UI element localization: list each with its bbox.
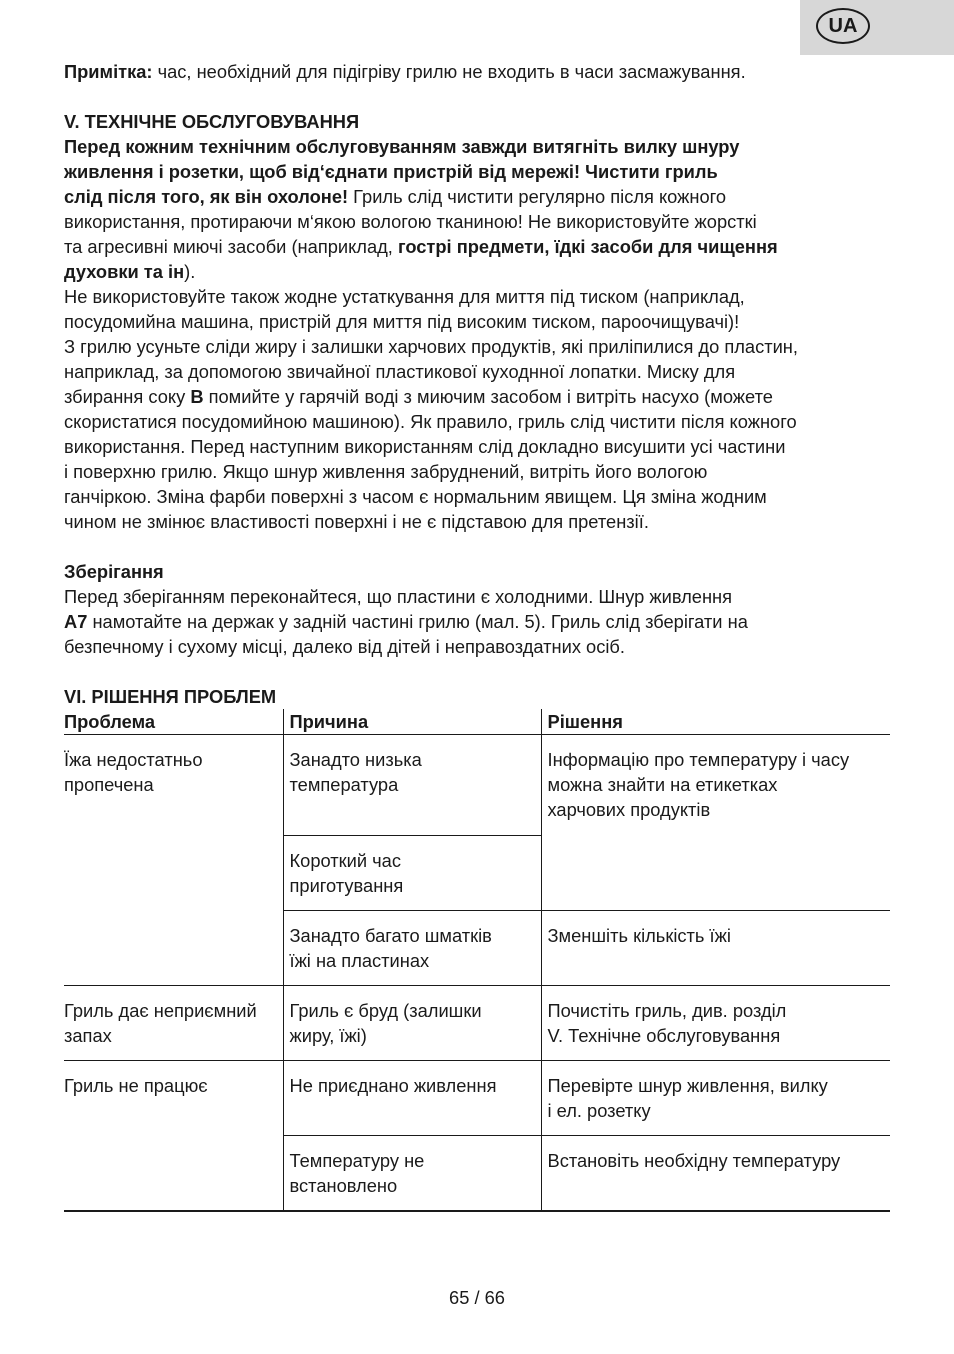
storage-line: A7 намотайте на держак у задній частині грилю (мал. 5). Гриль слід зберігати на (64, 611, 748, 632)
maintenance-line: живлення і розетки, щоб від‘єднати пристрій від мережі! Чистити гриль (64, 161, 718, 182)
maintenance-line: З грилю усуньте сліди жиру і залишки харчових продуктів, які приліпилися до пластин, (64, 336, 798, 357)
maintenance-line: чином не змінює властивості поверхні і не є підставою для претензії. (64, 511, 649, 532)
cause-cell: Температуру не встановлено (283, 1136, 541, 1211)
language-badge: UA (816, 8, 870, 44)
maintenance-line: посудомийна машина, пристрій для миття під високим тиском, пароочищувачі)! (64, 311, 740, 332)
problem-cell: Їжа недостатньо пропечена (64, 735, 283, 986)
language-tab (800, 0, 954, 55)
solution-cell: Перевірте шнур живлення, вилку і ел. розетку (541, 1061, 890, 1136)
maintenance-body (64, 134, 894, 534)
table-row (64, 735, 890, 836)
solution-cell: Встановіть необхідну температуру (541, 1136, 890, 1211)
page-number: 65 / 66 (449, 1287, 505, 1308)
maintenance-line: ганчіркою. Зміна фарби поверхні з часом є нормальним явищем. Ця зміна жодним (64, 486, 767, 507)
storage-line: безпечному і сухому місці, далеко від дітей і неправоздатних осіб. (64, 636, 625, 657)
problem-cell: Гриль дає неприємний запах (64, 986, 283, 1061)
maintenance-line: духовки та ін). (64, 261, 196, 282)
table-row (64, 986, 890, 1061)
maintenance-line: скористатися посудомийною машиною). Як правило, гриль слід чистити після кожного (64, 411, 797, 432)
maintenance-line: та агресивні миючі засоби (наприклад, гострі предмети, їдкі засоби для чищення (64, 236, 778, 257)
maintenance-line: використання, протираючи м‘якою вологою тканиною! Не використовуйте жорсткі (64, 211, 757, 232)
troubleshooting-heading: VI. РІШЕННЯ ПРОБЛЕМ (64, 686, 277, 707)
cause-cell: Не приєднано живлення (283, 1061, 541, 1136)
page-content (64, 59, 894, 1212)
solution-cell: Інформацію про температуру і часу можна знайти на етикетках харчових продуктів (541, 735, 890, 911)
maintenance-heading: V. ТЕХНІЧНЕ ОБСЛУГОВУВАННЯ (64, 111, 360, 132)
troubleshooting-table (64, 709, 890, 1212)
table-header-row (64, 709, 890, 735)
cause-cell: Занадто низька температура (283, 735, 541, 836)
maintenance-line: наприклад, за допомогою звичайної пластикової куходнної лопатки. Миску для (64, 361, 736, 382)
col-solution-header: Рішення (541, 709, 890, 735)
maintenance-line: слід після того, як він охолоне! Гриль слід чистити регулярно після кожного (64, 186, 727, 207)
table-row (64, 1061, 890, 1136)
storage-line: Перед зберіганням переконайтеся, що пластини є холодними. Шнур живлення (64, 586, 733, 607)
solution-cell: Почистіть гриль, див. розділ V. Технічне обслуговування (541, 986, 890, 1061)
cause-cell: Короткий час приготування (283, 836, 541, 911)
col-cause-header: Причина (283, 709, 541, 735)
maintenance-line: і поверхню грилю. Якщо шнур живлення забруднений, витріть його вологою (64, 461, 708, 482)
note-paragraph (64, 59, 894, 84)
maintenance-line: використання. Перед наступним використанням слід докладно висушити усі частини (64, 436, 786, 457)
maintenance-line: Перед кожним технічним обслуговуванням завжди витягніть вилку шнуру (64, 136, 740, 157)
maintenance-line: Не використовуйте також жодне устаткування для миття під тиском (наприклад, (64, 286, 745, 307)
storage-body (64, 584, 894, 659)
cause-cell: Занадто багато шматків їжі на пластинах (283, 911, 541, 986)
storage-heading: Зберігання (64, 561, 164, 582)
solution-cell: Зменшіть кількість їжі (541, 911, 890, 986)
maintenance-line: збирання соку B помийте у гарячій воді з миючим засобом і витріть насухо (можете (64, 386, 773, 407)
cause-cell: Гриль є бруд (залишки жиру, їжі) (283, 986, 541, 1061)
col-problem-header: Проблема (64, 711, 156, 732)
problem-cell: Гриль не працює (64, 1061, 283, 1211)
note-text: час, необхідний для підігріву грилю не входить в часи засмажування. (152, 61, 746, 82)
note-label: Примітка: (64, 61, 153, 82)
